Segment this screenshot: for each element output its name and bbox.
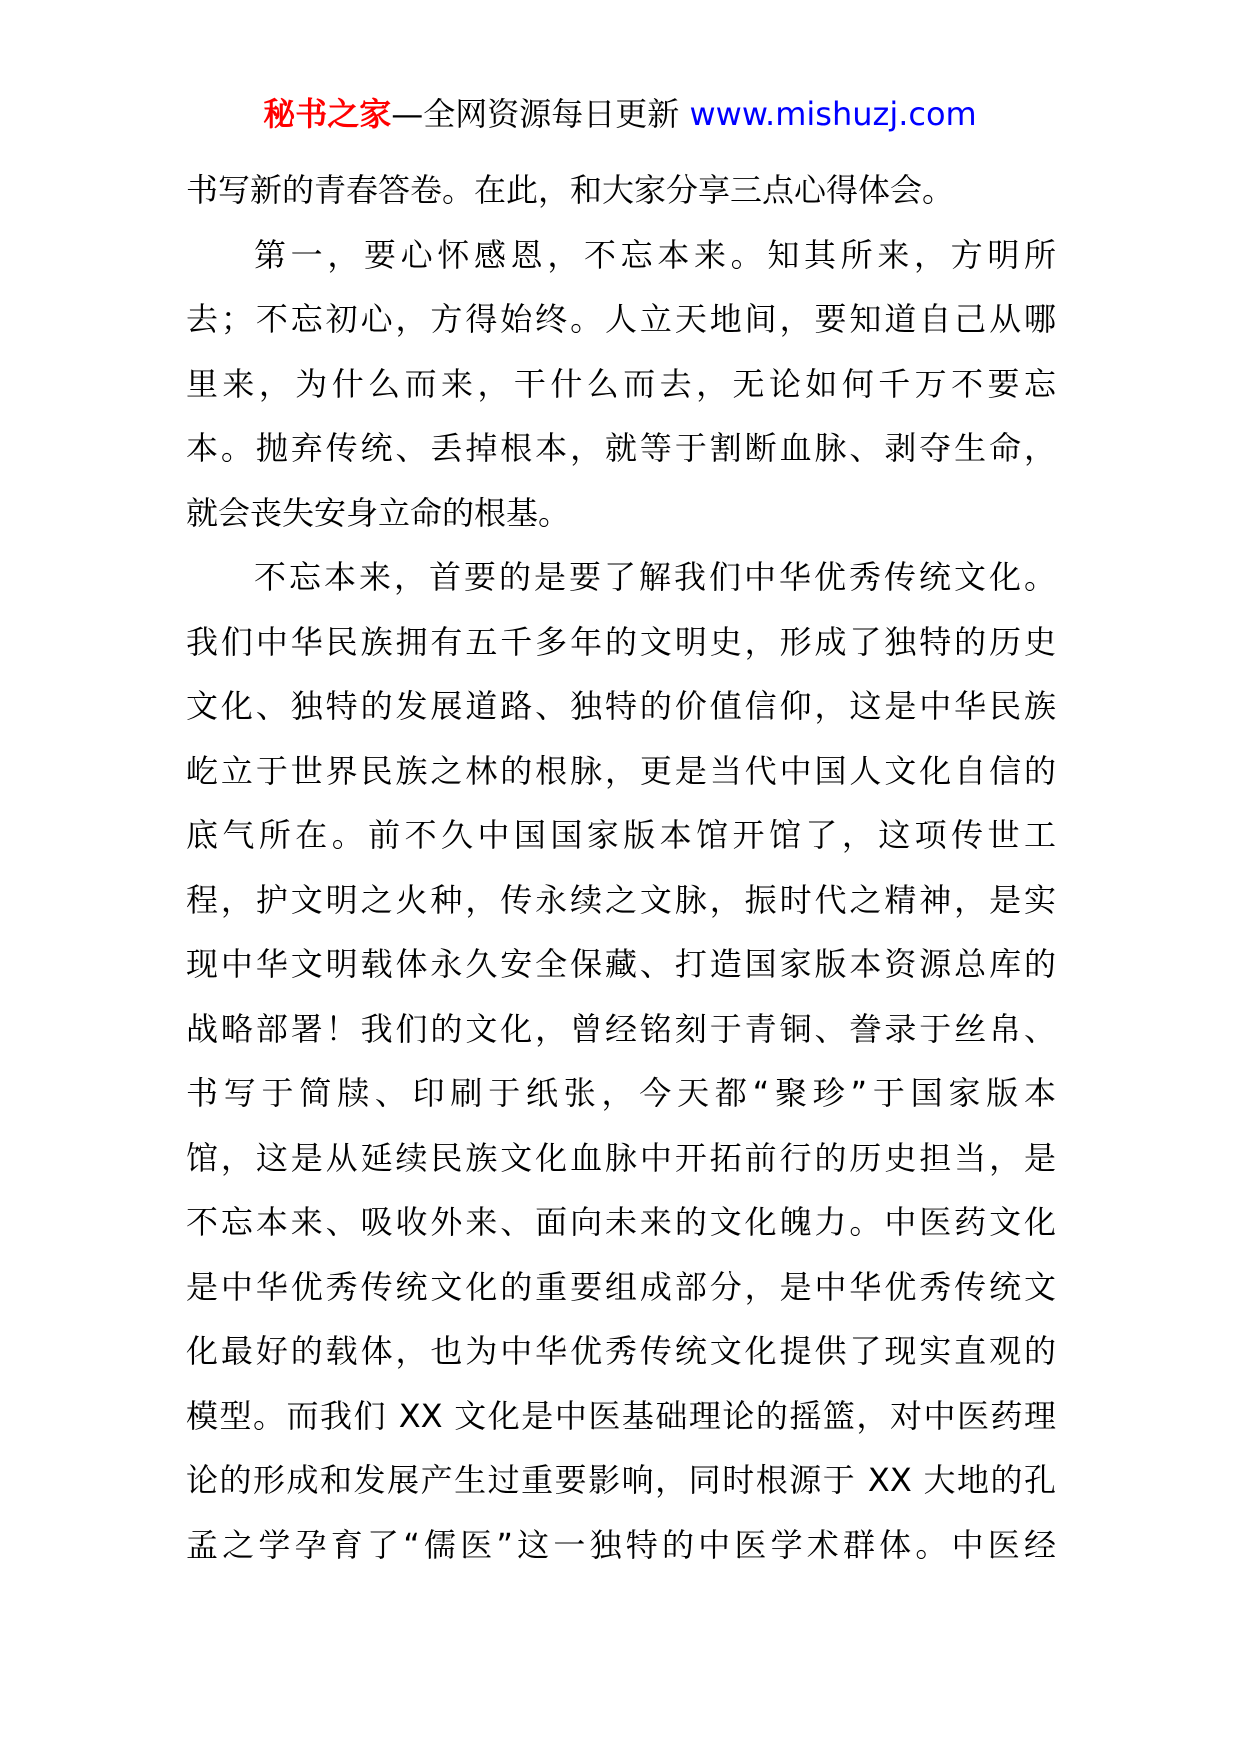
document-body: [186, 158, 1056, 1577]
text-line: 现中华文明载体永久安全保藏、打造国家版本资源总库的: [186, 945, 1056, 983]
text-line: 就会丧失安身立命的根基。: [186, 493, 571, 532]
text-line: 不忘本来、吸收外来、面向未来的文化魄力。中医药文化: [186, 1203, 1056, 1241]
site-slogan: —全网资源每日更新: [391, 95, 680, 133]
text-line: 我们中华民族拥有五千多年的文明史，形成了独特的历史: [186, 622, 1056, 661]
site-url[interactable]: www.mishuzj.com: [689, 95, 977, 133]
text-line: 书写新的青春答卷。在此，和大家分享三点心得体会。: [186, 171, 955, 209]
text-line: 底气所在。前不久中国国家版本馆开馆了，这项传世工: [186, 816, 1056, 854]
text-line: 战略部署！我们的文化，曾经铭刻于青铜、誊录于丝帛、: [186, 1009, 1056, 1048]
text-line: 屹立于世界民族之林的根脉，更是当代中国人文化自信的: [186, 751, 1056, 790]
text-line: 化最好的载体，也为中华优秀传统文化提供了现实直观的: [186, 1332, 1056, 1370]
text-line: 文化、独特的发展道路、独特的价值信仰，这是中华民族: [186, 687, 1056, 725]
paragraph-first-line: 不忘本来，首要的是要了解我们中华优秀传统文化。: [254, 558, 1056, 596]
text-line: 是中华优秀传统文化的重要组成部分，是中华优秀传统文: [186, 1267, 1056, 1306]
text-line: 馆，这是从延续民族文化血脉中开拓前行的历史担当，是: [186, 1138, 1056, 1177]
text-line: 论的形成和发展产生过重要影响，同时根源于 XX 大地的孔: [186, 1461, 1056, 1499]
text-line: 模型。而我们 XX 文化是中医基础理论的摇篮，对中医药理: [186, 1396, 1056, 1435]
text-line: 程，护文明之火种，传永续之文脉，振时代之精神，是实: [186, 880, 1056, 919]
text-line: 本。抛弃传统、丢掉根本，就等于割断血脉、剥夺生命，: [186, 429, 1056, 467]
page-header: [0, 92, 1240, 136]
text-line: 里来，为什么而来，干什么而去，无论如何千万不要忘: [186, 364, 1056, 403]
site-brand: 秘书之家: [263, 95, 392, 133]
text-line: 书写于简牍、印刷于纸张，今天都“聚珍”于国家版本: [186, 1074, 1056, 1112]
paragraph-first-line: 第一，要心怀感恩，不忘本来。知其所来，方明所: [254, 235, 1056, 274]
text-line: 孟之学孕育了“儒医”这一独特的中医学术群体。中医经: [186, 1525, 1056, 1564]
text-line: 去；不忘初心，方得始终。人立天地间，要知道自己从哪: [186, 300, 1056, 338]
